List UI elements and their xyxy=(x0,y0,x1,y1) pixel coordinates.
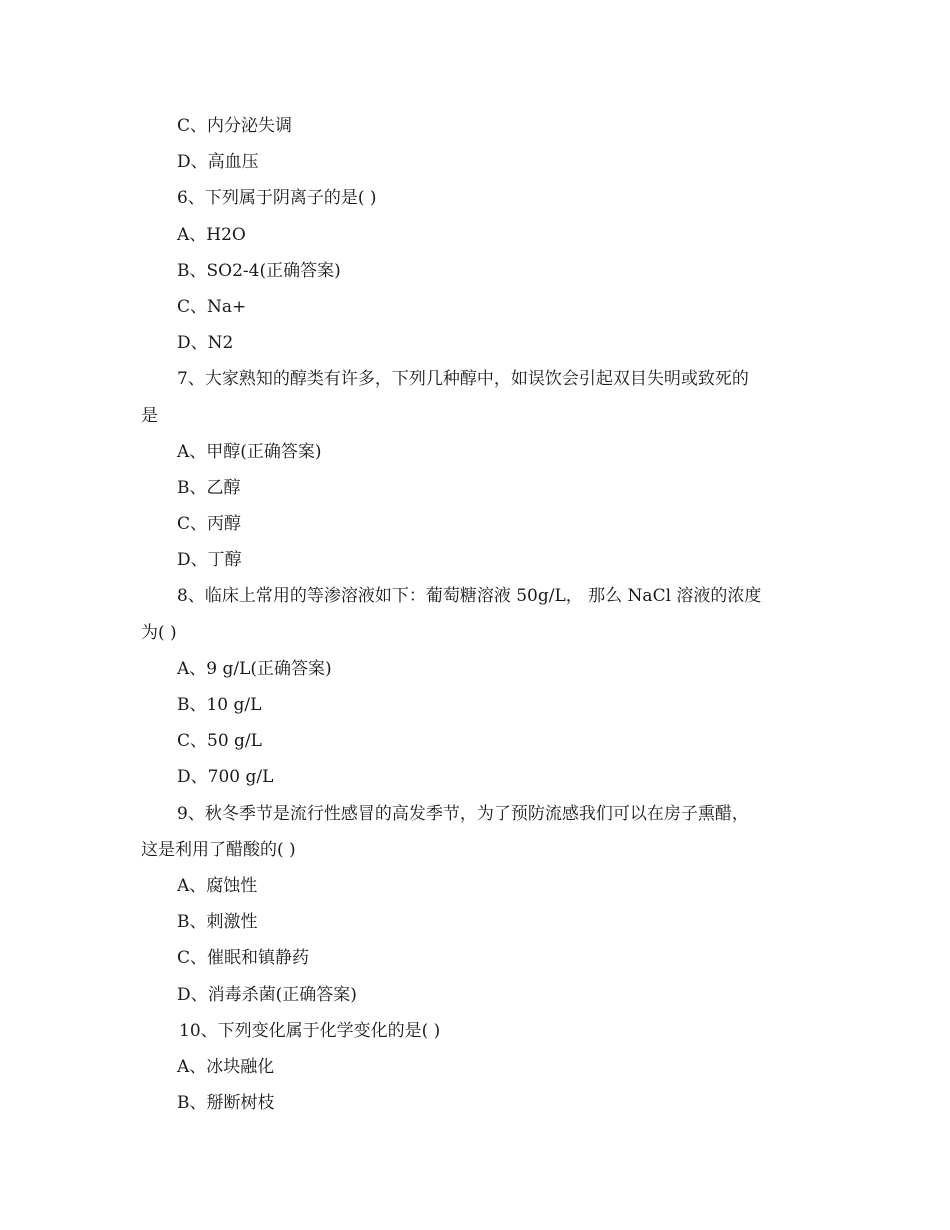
q9-stem-continuation: 这是利用了醋酸的( ) xyxy=(141,839,296,860)
q6-stem: 6、下列属于阴离子的是( ) xyxy=(177,188,377,209)
q10-option-b: B、掰断树枝 xyxy=(177,1093,275,1114)
q7-stem-continuation: 是 xyxy=(141,405,158,426)
q6-option-a: A、H2O xyxy=(177,224,246,245)
q7-option-a: A、甲醇(正确答案) xyxy=(177,441,322,462)
q7-option-d: D、丁醇 xyxy=(177,550,242,571)
q8-option-c: C、50 g/L xyxy=(177,731,262,752)
q7-stem: 7、大家熟知的醇类有许多，下列几种醇中，如误饮会引起双目失明或致死的 xyxy=(177,369,749,390)
q8-option-a: A、9 g/L(正确答案) xyxy=(177,658,332,679)
q7-option-b: B、乙醇 xyxy=(177,477,241,498)
q6-option-d: D、N2 xyxy=(177,333,234,354)
q10-stem: 10、下列变化属于化学变化的是( ) xyxy=(179,1020,441,1041)
q9-option-d: D、消毒杀菌(正确答案) xyxy=(177,984,357,1005)
q8-stem: 8、临床上常用的等渗溶液如下：葡萄糖溶液 50g/L， 那么 NaCl 溶液的浓度 xyxy=(177,586,762,607)
document-content xyxy=(141,108,811,1121)
q9-option-a: A、腐蚀性 xyxy=(177,875,258,896)
q8-option-b: B、10 g/L xyxy=(177,695,262,715)
q8-stem-continuation: 为( ) xyxy=(141,622,177,643)
q7-option-c: C、丙醇 xyxy=(177,514,242,535)
q9-option-b: B、刺激性 xyxy=(177,912,258,933)
q5-option-c: C、内分泌失调 xyxy=(177,116,293,136)
q10-option-a: A、冰块融化 xyxy=(177,1056,275,1077)
q5-option-d: D、高血压 xyxy=(177,152,259,173)
q6-option-b: B、SO2-4(正确答案) xyxy=(177,260,341,281)
q8-option-d: D、700 g/L xyxy=(177,767,274,788)
q9-stem: 9、秋冬季节是流行性感冒的高发季节，为了预防流感我们可以在房子熏醋， xyxy=(177,803,749,824)
q6-option-c: C、Na+ xyxy=(177,296,247,317)
q9-option-c: C、催眠和镇静药 xyxy=(177,948,310,969)
